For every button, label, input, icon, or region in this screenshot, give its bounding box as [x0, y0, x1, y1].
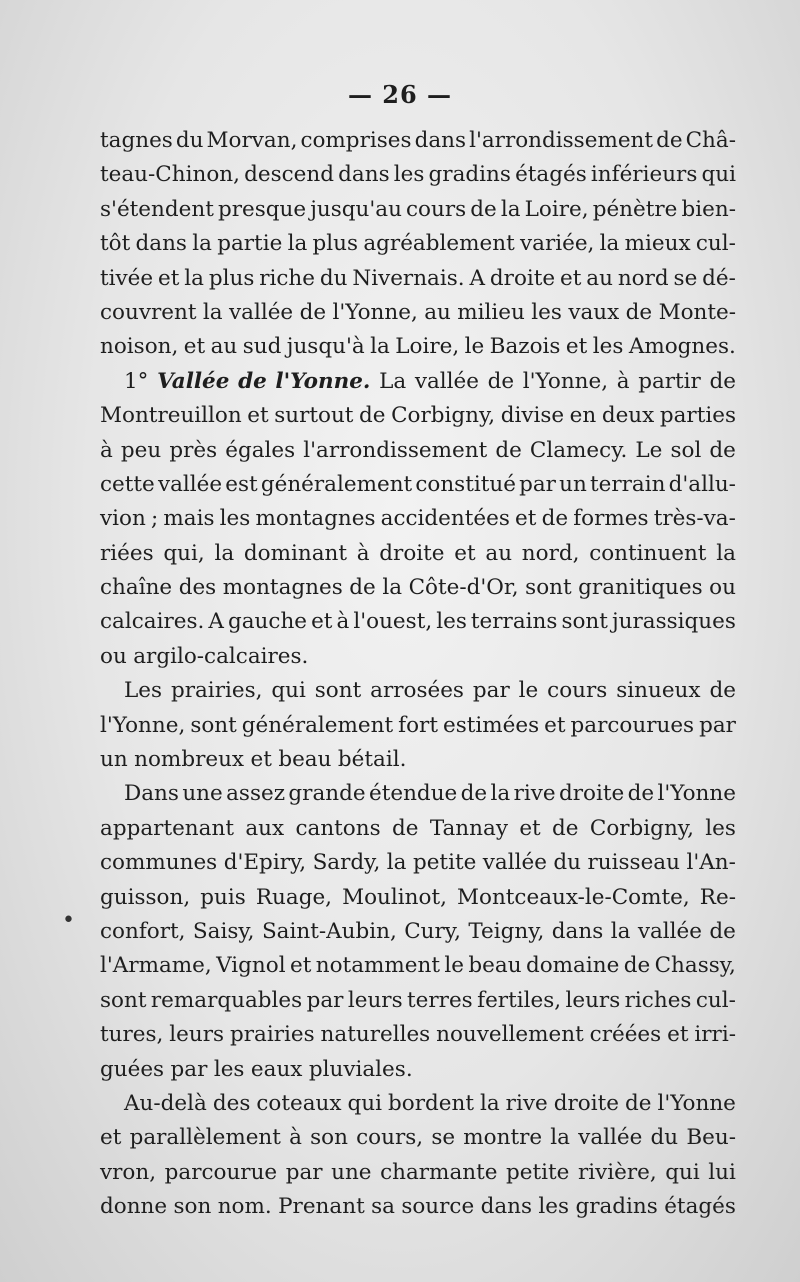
text-line: s'étendent presque jusqu'au cours de la Loire, pénètre bien- [100, 196, 736, 222]
text-line: tures, leurs prairies naturelles nouvellement créées et irri- [100, 1022, 736, 1048]
text-line: noison, et au sud jusqu'à la Loire, le Bazois et les Amognes. [100, 334, 736, 360]
text-line: ou argilo-calcaires. [100, 643, 309, 669]
text-line: guisson, puis Ruage, Moulinot, Montceaux-le-Comte, Re- [100, 884, 736, 910]
text-line: à peu près égales l'arrondissement de Clamecy. Le sol de [100, 437, 736, 463]
text-line: l'Armame, Vignol et notamment le beau domaine de Chassy, [100, 953, 736, 979]
text-line: couvrent la vallée de l'Yonne, au milieu les vaux de Monte- [100, 299, 736, 325]
text-line: Montreuillon et surtout de Corbigny, divise en deux parties [100, 403, 736, 429]
text-line: Dans une assez grande étendue de la rive droite de l'Yonne [124, 781, 736, 807]
text-line: et parallèlement à son cours, se montre la vallée du Beu- [100, 1125, 736, 1151]
text-line: tivée et la plus riche du Nivernais. A droite et au nord se dé- [100, 265, 736, 291]
margin-mark: • [62, 908, 75, 933]
text-line: vion ; mais les montagnes accidentées et de formes très-va- [100, 506, 736, 532]
text-line: l'Yonne, sont généralement fort estimées et parcourues par [100, 712, 736, 738]
text-line: Les prairies, qui sont arrosées par le cours sinueux de [124, 678, 736, 704]
text-line: guées par les eaux pluviales. [100, 1056, 413, 1082]
body-text [100, 124, 736, 1225]
text-line: sont remarquables par leurs terres fertiles, leurs riches cul- [100, 987, 736, 1013]
text-line: donne son nom. Prenant sa source dans les gradins étagés [100, 1194, 736, 1220]
text-line: appartenant aux cantons de Tannay et de Corbigny, les [100, 815, 736, 841]
text-line: cette vallée est généralement constitué par un terrain d'allu- [100, 471, 736, 497]
text-line: confort, Saisy, Saint-Aubin, Cury, Teigny, dans la vallée de [100, 918, 736, 944]
text-line: un nombreux et beau bétail. [100, 747, 407, 773]
text-line: calcaires. A gauche et à l'ouest, les terrains sont jurassiques [100, 609, 736, 635]
text-line: communes d'Epiry, Sardy, la petite vallée du ruisseau l'An- [100, 850, 736, 876]
text-line: teau-Chinon, descend dans les gradins étagés inférieurs qui [100, 162, 736, 188]
text-line: Au-delà des coteaux qui bordent la rive droite de l'Yonne [124, 1090, 736, 1116]
text-line: tagnes du Morvan, comprises dans l'arrondissement de Châ- [100, 128, 736, 153]
text-line: tôt dans la partie la plus agréablement variée, la mieux cul- [100, 231, 736, 257]
text-line: 1° Vallée de l'Yonne. La vallée de l'Yonne, à partir de [124, 368, 736, 394]
text-line: vron, parcourue par une charmante petite rivière, qui lui [100, 1159, 736, 1185]
text-line: chaîne des montagnes de la Côte-d'Or, sont granitiques ou [100, 575, 736, 601]
page-number: — 26 — [347, 80, 453, 109]
text-line: riées qui, la dominant à droite et au nord, continuent la [100, 540, 736, 566]
